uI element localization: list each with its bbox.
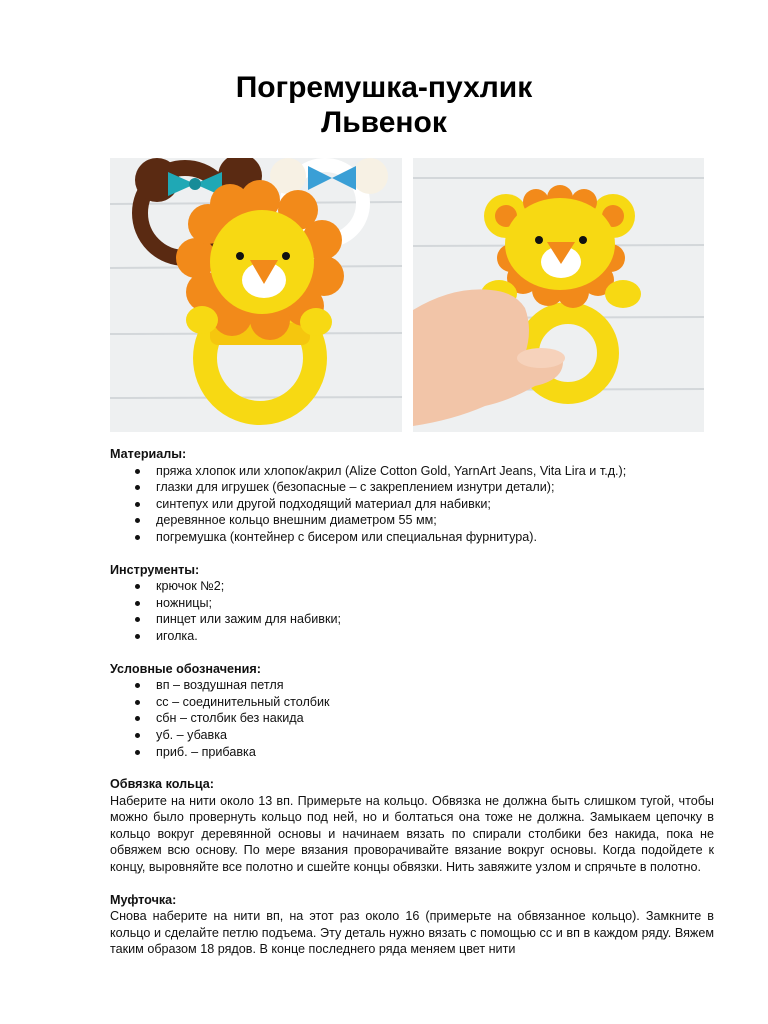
document-body [110, 446, 714, 958]
list-item: приб. – прибавка [156, 744, 714, 761]
hand-holding-lion-rattle-photo [413, 158, 704, 432]
legend-heading: Условные обозначения: [110, 661, 261, 676]
muff-paragraph: Снова наберите на нити вп, на этот раз около 16 (примерьте на обвязанное кольцо). Замкните в кольцо и сделайте петлю подъема. Эту деталь нужно вязать с помощью сс и вп в каждом ряду. Вяжем таким образом 18 рядов. В конце последнего ряда меняем цвет нити [110, 909, 714, 957]
legend-list [110, 677, 714, 760]
list-item: крючок №2; [156, 578, 714, 595]
list-item: иголка. [156, 628, 714, 645]
ring-heading: Обвязка кольца: [110, 777, 214, 792]
crochet-lion-rattle-photo [110, 158, 402, 432]
list-item: пинцет или зажим для набивки; [156, 611, 714, 628]
list-item: сс – соединительный столбик [156, 694, 714, 711]
lion-rattle-photo [110, 158, 402, 432]
tools-list [110, 578, 714, 644]
list-item: пряжа хлопок или хлопок/акрил (Alize Cotton Gold, YarnArt Jeans, Vita Lira и т.д.); [156, 463, 714, 480]
materials-list [110, 463, 714, 546]
title-line-2: Львенок [321, 106, 447, 139]
tools-heading: Инструменты: [110, 562, 200, 577]
title-line-1: Погремушка-пухлик [235, 71, 533, 104]
list-item: погремушка (контейнер с бисером или специальная фурнитура). [156, 529, 714, 546]
list-item: деревянное кольцо внешним диаметром 55 мм; [156, 512, 714, 529]
list-item: уб. – убавка [156, 727, 714, 744]
list-item: сбн – столбик без накида [156, 710, 714, 727]
list-item: вп – воздушная петля [156, 677, 714, 694]
materials-heading: Материалы: [110, 447, 187, 461]
muff-heading: Муфточка: [110, 892, 177, 907]
list-item: синтепух или другой подходящий материал для набивки; [156, 496, 714, 513]
list-item: ножницы; [156, 595, 714, 612]
ring-paragraph: Наберите на нити около 13 вп. Примерьте на кольцо. Обвязка не должна быть слишком тугой, чтобы можно было провернуть кольцо под ней, но и болтаться она тоже не должна. Замыкаем цепочку в кольцо вокруг деревянной основы и начинаем вязать по спирали столбики без накида, пока не обвяжем всю основу. По мере вязания проворачивайте вязание вокруг основы. Когда подойдете к концу, выровняйте все полотно и сшейте концы обвязки. Нить завяжите узлом и спрячьте в полотно. [110, 793, 714, 875]
page-title [0, 70, 768, 140]
hand-rattle-photo [413, 158, 704, 432]
list-item: глазки для игрушек (безопасные – с закреплением изнутри детали); [156, 479, 714, 496]
